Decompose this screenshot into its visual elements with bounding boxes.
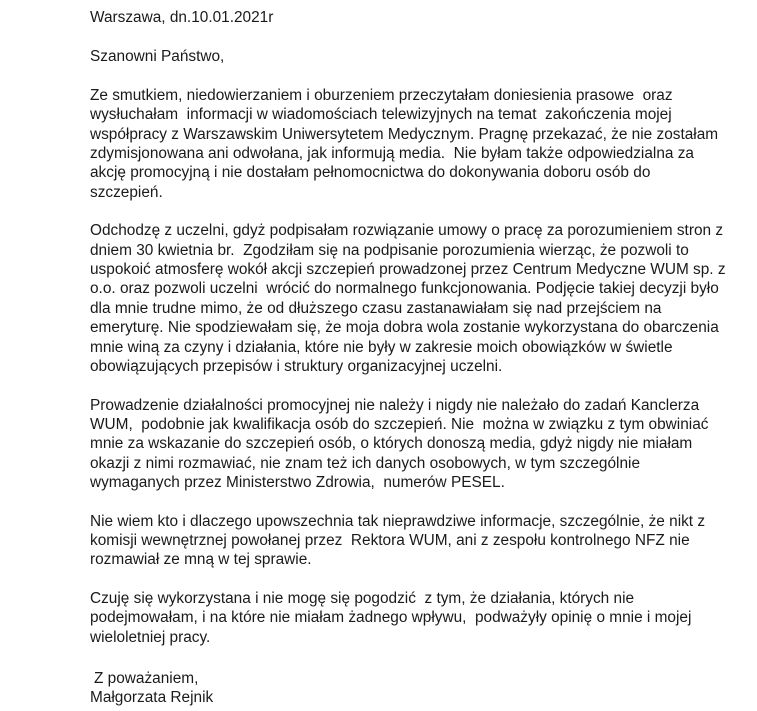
paragraph-line: okazji z nimi rozmawiać, nie znam też ich danych osobowych, w tym szczególnie (90, 454, 641, 472)
paragraph-line: obowiązujących przepisów i struktury organizacyjnej uczelni. (90, 358, 503, 376)
paragraph-line: dniem 30 kwietnia br. Zgodziłam się na podpisanie porozumienia wierząc, że pozwoli to (90, 241, 689, 259)
paragraph-line: Ze smutkiem, niedowierzaniem i oburzeniem przeczytałam doniesienia prasowe oraz (90, 86, 673, 104)
paragraph-line: rozmawiał ze mną w tej sprawie. (90, 551, 312, 569)
paragraph-line: o.o. oraz pozwoli uczelni wrócić do normalnego funkcjonowania. Podjęcie takiej decyzji było (90, 280, 719, 298)
signature-name: Małgorzata Rejnik (90, 689, 214, 707)
paragraph (90, 512, 737, 570)
paragraph-line: Nie wiem kto i dlaczego upowszechnia tak nieprawdziwe informacje, szczególnie, że nikt z (90, 512, 706, 530)
paragraph-line: WUM, podobnie jak kwalifikacja osób do szczepień. Nie można w związku z tym obwiniać (90, 415, 709, 433)
greeting: Szanowni Państwo, (90, 48, 225, 66)
paragraph-line: wymaganych przez Ministerstwo Zdrowia, numerów PESEL. (90, 474, 505, 492)
paragraph-line: akcję promocyjną i nie dostałam pełnomocnictwa do dokonywania doboru osób do (90, 164, 651, 182)
closing-formula: Z poważaniem, (94, 669, 199, 687)
date-line: Warszawa, dn.10.01.2021r (90, 9, 274, 26)
paragraph-line: podejmowałam, i na które nie miałam żadnego wpływu, podważyły opinię o mnie i mojej (90, 609, 692, 627)
paragraph-line: emeryturę. Nie spodziewałam się, że moja dobra wola zostanie wykorzystana do obarczenia (90, 319, 719, 337)
paragraph-line: mnie za wskazanie do szczepień osób, o których donoszą media, gdyż nigdy nie miałam (90, 435, 693, 453)
paragraph-line: dla mnie trudne mimo, że od dłuższego czasu zastanawiałam się nad przejściem na (90, 299, 662, 317)
paragraph-line: wysłuchałam informacji w wiadomościach telewizyjnych na temat zakończenia mojej (90, 106, 672, 124)
paragraph-line: współpracy z Warszawskim Uniwersytetem Medycznym. Pragnę przekazać, że nie zostałam (90, 125, 719, 143)
paragraph (90, 221, 737, 376)
paragraph-line: zdymisjonowana ani odwołana, jak informują media. Nie byłam także odpowiedzialna za (90, 145, 694, 163)
paragraph-line: wieloletniej pracy. (90, 628, 211, 646)
paragraph-line: Prowadzenie działalności promocyjnej nie należy i nigdy nie należało do zadań Kanclerza (90, 396, 700, 414)
letter-body (90, 86, 737, 647)
paragraph-line: mnie winą za czyny i działania, które nie były w zakresie moich obowiązków w świetle (90, 338, 673, 356)
paragraph-line: Czuję się wykorzystana i nie mogę się pogodzić z tym, że działania, których nie (90, 589, 635, 607)
paragraph-line: Odchodzę z uczelni, gdyż podpisałam rozwiązanie umowy o pracę za porozumieniem stron z (90, 222, 724, 240)
paragraph (90, 86, 737, 202)
paragraph (90, 589, 737, 647)
closing-block (90, 669, 737, 708)
paragraph-line: komisji wewnętrznej powołanej przez Rektora WUM, ani z zespołu kontrolnego NFZ nie (90, 531, 690, 549)
paragraph (90, 396, 737, 493)
paragraph-line: szczepień. (90, 183, 163, 201)
paragraph-line: uspokoić atmosferę wokół akcji szczepień prowadzonej przez Centrum Medyczne WUM sp. z (90, 261, 726, 279)
